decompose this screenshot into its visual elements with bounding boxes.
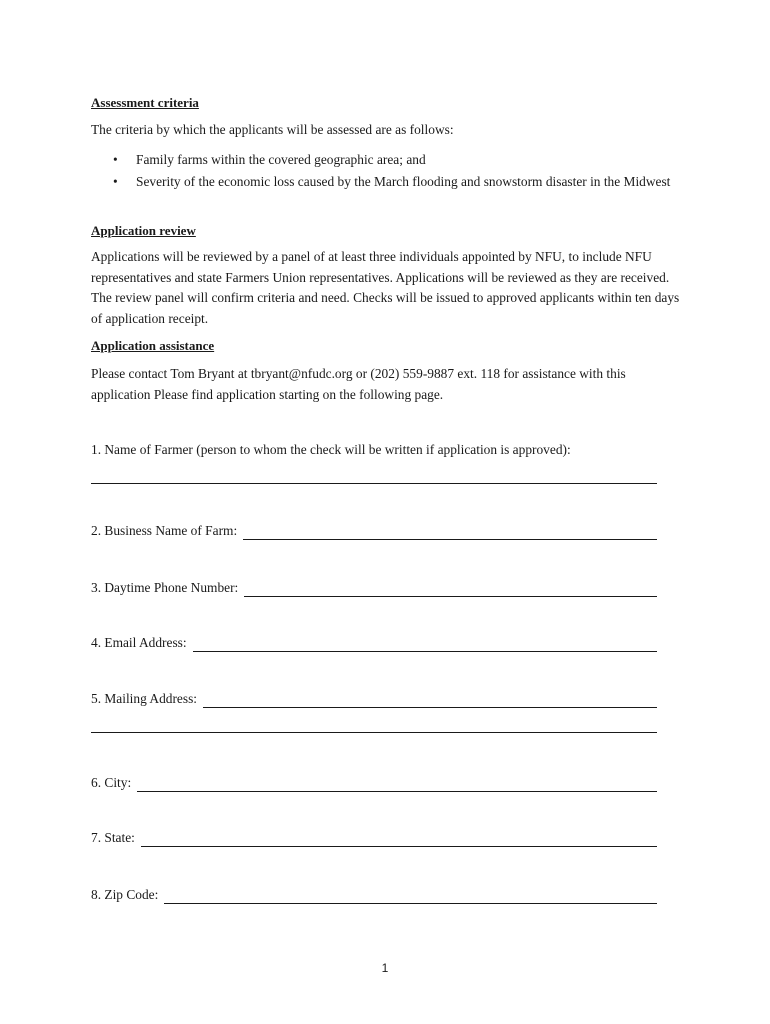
list-item [91,171,681,192]
criteria-list [91,149,681,193]
application-assistance-heading: Application assistance [91,338,215,353]
city-row [91,774,657,792]
application-review-body: Applications will be reviewed by a panel of at least three individuals appointed by NFU, to include NFU representatives and state Farmers Union representatives. Applications will be reviewed as they are received. The review panel will confirm criteria and need. Checks will be issued to approved applicants within ten days of application receipt. [91,249,680,326]
bullet-icon: • [113,174,118,189]
phone-number-row [91,579,657,597]
assessment-criteria-heading: Assessment criteria [91,95,199,110]
application-assistance-body: Please contact Tom Bryant at tbryant@nfudc.org or (202) 559-9887 ext. 118 for assistance with this application Please find application starting on the following page. [91,366,626,402]
mailing-address-label: 5. Mailing Address: [91,691,198,706]
phone-number-label: 3. Daytime Phone Number: [91,580,239,595]
business-name-row [91,522,657,540]
business-name-field[interactable] [243,525,657,540]
zip-code-field[interactable] [164,889,657,904]
zip-code-row [91,886,657,904]
farmer-name-field[interactable] [91,483,657,484]
email-address-label: 4. Email Address: [91,635,187,650]
business-name-label: 2. Business Name of Farm: [91,523,238,538]
email-address-row [91,634,657,652]
mailing-address-row [91,690,657,708]
bullet-icon: • [113,152,118,167]
list-item [91,149,681,170]
email-address-field[interactable] [193,637,657,652]
phone-number-field[interactable] [244,582,657,597]
state-label: 7. State: [91,830,135,845]
criteria-item-text: Family farms within the covered geographic area; and [136,152,426,167]
application-review-heading: Application review [91,223,196,238]
zip-code-label: 8. Zip Code: [91,887,159,902]
city-label: 6. City: [91,775,132,790]
mailing-address-field-line-2[interactable] [91,732,657,733]
mailing-address-field[interactable] [203,693,657,708]
city-field[interactable] [137,777,657,792]
state-field[interactable] [141,832,657,847]
farmer-name-label: 1. Name of Farmer (person to whom the check will be written if application is approved): [91,442,571,457]
state-row [91,829,657,847]
criteria-item-text: Severity of the economic loss caused by the March flooding and snowstorm disaster in the Midwest [136,174,671,189]
page-number: 1 [381,961,389,975]
assessment-intro: The criteria by which the applicants will be assessed are as follows: [91,122,454,137]
